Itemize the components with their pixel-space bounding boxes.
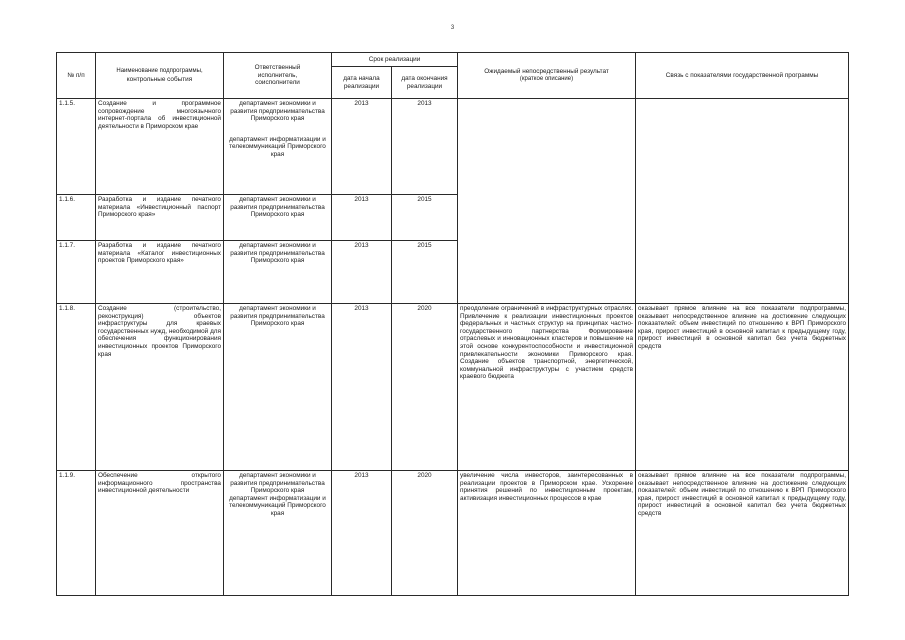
header-link: Связь с показателями государственной программы [636, 53, 849, 99]
table-row [57, 99, 849, 195]
row-start-year: 2013 [332, 99, 392, 195]
header-start: дата начала реализации [332, 67, 392, 99]
header-end: дата окончания реализации [392, 67, 458, 99]
row-number: 1.1.9. [57, 471, 96, 596]
row-responsible: департамент экономики и развития предпринимательства Приморского края департамент информатизации и телекоммуникаций Приморского края [224, 99, 332, 195]
row-end-year: 2020 [392, 471, 458, 596]
row-name: Разработка и издание печатного материала «Инвестиционный паспорт Приморского края» [96, 195, 224, 241]
row-number: 1.1.5. [57, 99, 96, 195]
row-number: 1.1.8. [57, 304, 96, 471]
row-responsible: департамент экономики и развития предпринимательства Приморского края [224, 241, 332, 304]
row-start-year: 2013 [332, 241, 392, 304]
row-responsible: департамент экономики и развития предпринимательства Приморского края [224, 304, 332, 471]
header-name: Наименование подпрограммы, контрольные события [96, 53, 224, 99]
row-start-year: 2013 [332, 195, 392, 241]
row-result: преодоление ограничений в инфраструктурных отраслях. Привлечение к реализации инвестиционных проектов федеральных и частных структур на принципах частно-государственного партнерства Формирование отраслевых и инновационных кластеров и повышение на этой основе конкурентоспособности и инвестиционной привлекательности экономики Приморского края. Создание объектов транспортной, энергетической, коммунальной инфраструктуры с участием средств краевого бюджета [458, 304, 636, 471]
header-responsible: Ответственный исполнитель, соисполнители [224, 53, 332, 99]
table-row [57, 471, 849, 596]
row-start-year: 2013 [332, 471, 392, 596]
row-name: Разработка и издание печатного материала «Каталог инвестиционных проектов Приморского края» [96, 241, 224, 304]
row-end-year: 2015 [392, 241, 458, 304]
row-link: оказывает прямое влияние на все показатели подпрограммы, оказывает непосредственное влияние на достижение следующих показателей: объем инвестиций по отношению к ВРП Приморского края, прирост инвестиций в основной капитал к предыдущему году, прирост инвестиций в основной капитал без учета бюджетных средств [636, 304, 849, 471]
header-term: Срок реализации [332, 53, 458, 67]
row-result [458, 99, 636, 304]
row-name: Создание (строительство, реконструкция) объектов инфраструктуры для краевых государственных нужд, необходимой для обеспечения функционирования инвестиционных проектов Приморского края [96, 304, 224, 471]
row-end-year: 2015 [392, 195, 458, 241]
row-name: Обеспечение открытого информационного пространства инвестиционной деятельности [96, 471, 224, 596]
row-end-year: 2013 [392, 99, 458, 195]
row-end-year: 2020 [392, 304, 458, 471]
table-row [57, 304, 849, 471]
row-responsible: департамент экономики и развития предпринимательства Приморского края департамент информатизации и телекоммуникаций Приморского края [224, 471, 332, 596]
header-result: Ожидаемый непосредственный результат (краткое описание) [458, 53, 636, 99]
page-number: 3 [450, 25, 455, 31]
row-number: 1.1.7. [57, 241, 96, 304]
row-result: увеличение числа инвесторов, заинтересованных в реализации проектов в Приморском крае. Ускорение принятия решений по инвестиционным проектам, активизация инвестиционных процессов в крае [458, 471, 636, 596]
program-events-table [56, 52, 849, 596]
row-name: Создание и программное сопровождение многоязычного интернет-портала об инвестиционной деятельности в Приморском крае [96, 99, 224, 195]
row-number: 1.1.6. [57, 195, 96, 241]
row-link: оказывает прямое влияние на все показатели подпрограммы, оказывает непосредственное влияние на достижение следующих показателей: объем инвестиций по отношению к ВРП Приморского края, прирост инвестиций в основной капитал к предыдущему году, прирост инвестиций в основной капитал без учета бюджетных средств [636, 471, 849, 596]
header-num: № п/п [57, 53, 96, 99]
row-start-year: 2013 [332, 304, 392, 471]
row-link [636, 99, 849, 304]
row-responsible: департамент экономики и развития предпринимательства Приморского края [224, 195, 332, 241]
